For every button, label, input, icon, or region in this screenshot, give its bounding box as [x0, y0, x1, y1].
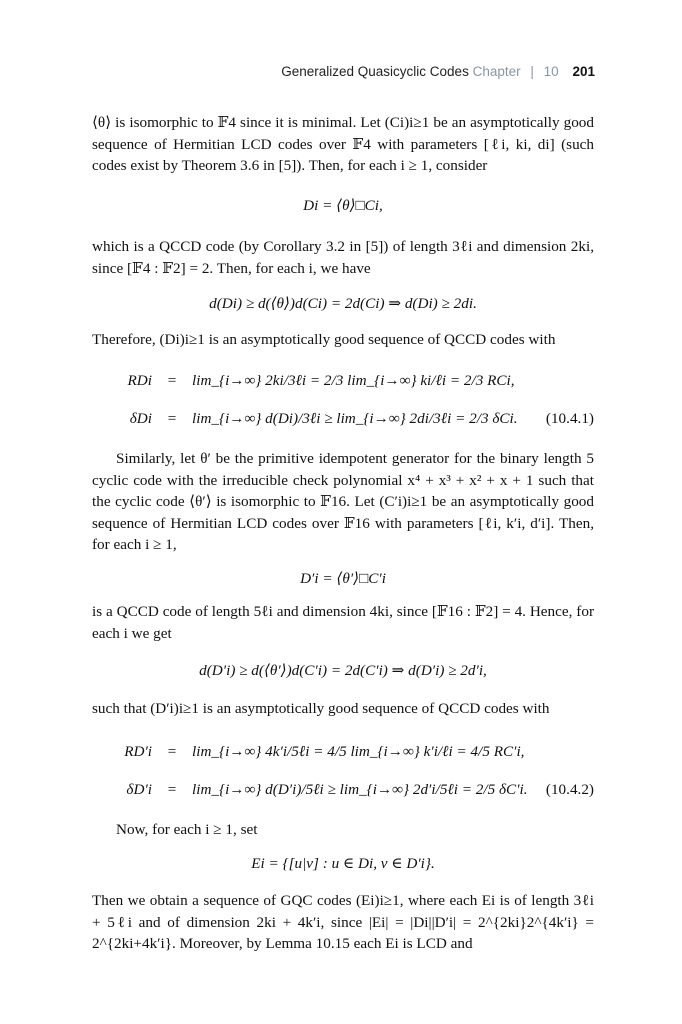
paragraph-3: Therefore, (Di)i≥1 is an asymptotically good sequence of QCCD codes with [92, 330, 556, 348]
equation-Dprime: D′i = ⟨θ′⟩□C′i [300, 569, 386, 587]
equation-Di: Di = ⟨θ⟩□Ci, [303, 196, 383, 214]
eq2-distance-rhs: lim_{i→∞} d(D′i)/5ℓi ≥ lim_{i→∞} 2d′i/5ℓi = 2/5 δC′i. [192, 781, 528, 799]
paragraph-7: Now, for each i ≥ 1, set [116, 821, 258, 838]
eq2-distance-lhs: δD′i [126, 781, 152, 799]
equation-number-10-4-1: (10.4.1) [545, 410, 594, 428]
equation-Ei: Ei = {[u|v] : u ∈ Di, v ∈ D′i}. [251, 854, 435, 872]
page-body [92, 112, 594, 955]
header-chapter-label: Chapter [472, 64, 521, 79]
page-number: 201 [572, 64, 595, 79]
header-title: Generalized Quasicyclic Codes [281, 64, 469, 79]
equation-distance-Dprime: d(D′i) ≥ d(⟨θ′⟩)d(C′i) = 2d(C′i) ⇒ d(D′i) ≥ 2d′i, [199, 662, 487, 679]
header-chapter-number: 10 [543, 64, 559, 79]
eq1-rate-op: = [167, 372, 177, 390]
eq2-distance-op: = [167, 781, 177, 799]
eq2-rate-lhs: RD′i [124, 743, 152, 761]
paragraph-5: is a QCCD code of length 5ℓi and dimension 4ki, since [𝔽16 : 𝔽2] = 4. Hence, for each i we get [92, 603, 594, 642]
header-separator: | [530, 64, 534, 79]
eq2-rate-rhs: lim_{i→∞} 4k′i/5ℓi = 4/5 lim_{i→∞} k′i/ℓi = 4/5 RC′i, [192, 743, 525, 761]
paragraph-2: which is a QCCD code (by Corollary 3.2 in [5]) of length 3ℓi and dimension 2ki, since [𝔽4 : 𝔽2] = 2. Then, for each i, we have [92, 238, 594, 277]
paragraph-4: Similarly, let θ′ be the primitive idempotent generator for the binary length 5 cyclic code with the irreducible check polynomial x⁴ + x³ + x² + x + 1 such that the cyclic code ⟨θ′⟩ is isomorphic to 𝔽16. Let (C′i)i≥1 be an asymptotically good sequence of Hermitian LCD codes over 𝔽16 with parameters [ℓi, k′i, d′i]. Then, for each i ≥ 1, [92, 450, 594, 553]
running-header [281, 64, 595, 79]
equation-number-10-4-2: (10.4.2) [545, 781, 594, 799]
eq1-distance-rhs: lim_{i→∞} d(Di)/3ℓi ≥ lim_{i→∞} 2di/3ℓi = 2/3 δCi. [192, 410, 518, 428]
equation-block-10-4-2 [92, 733, 594, 809]
paragraph-8: Then we obtain a sequence of GQC codes (Ei)i≥1, where each Ei is of length 3ℓi + 5ℓi and of dimension 2ki + 4k′i, since |Ei| = |Di||D′i| = 2^{2ki}2^{4k′i} = 2^{2ki+4k′i}. Moreover, by Lemma 10.15 each Ei is LCD and [92, 892, 594, 952]
eq1-distance-op: = [167, 410, 177, 428]
eq2-rate-op: = [167, 743, 177, 761]
paragraph-1: ⟨θ⟩ is isomorphic to 𝔽4 since it is minimal. Let (Ci)i≥1 be an asymptotically good sequence of Hermitian LCD codes over 𝔽4 with parameters [ℓi, ki, di] (such codes exist by Theorem 3.6 in [5]). Then, for each i ≥ 1, consider [92, 114, 594, 174]
eq1-rate-rhs: lim_{i→∞} 2ki/3ℓi = 2/3 lim_{i→∞} ki/ℓi = 2/3 RCi, [192, 372, 515, 390]
equation-block-10-4-1 [92, 362, 594, 438]
eq1-rate-lhs: RDi [127, 372, 152, 390]
paragraph-6: such that (D′i)i≥1 is an asymptotically good sequence of QCCD codes with [92, 699, 550, 717]
equation-distance-Di: d(Di) ≥ d(⟨θ⟩)d(Ci) = 2d(Ci) ⇒ d(Di) ≥ 2di. [209, 295, 477, 312]
eq1-distance-lhs: δDi [129, 410, 152, 428]
